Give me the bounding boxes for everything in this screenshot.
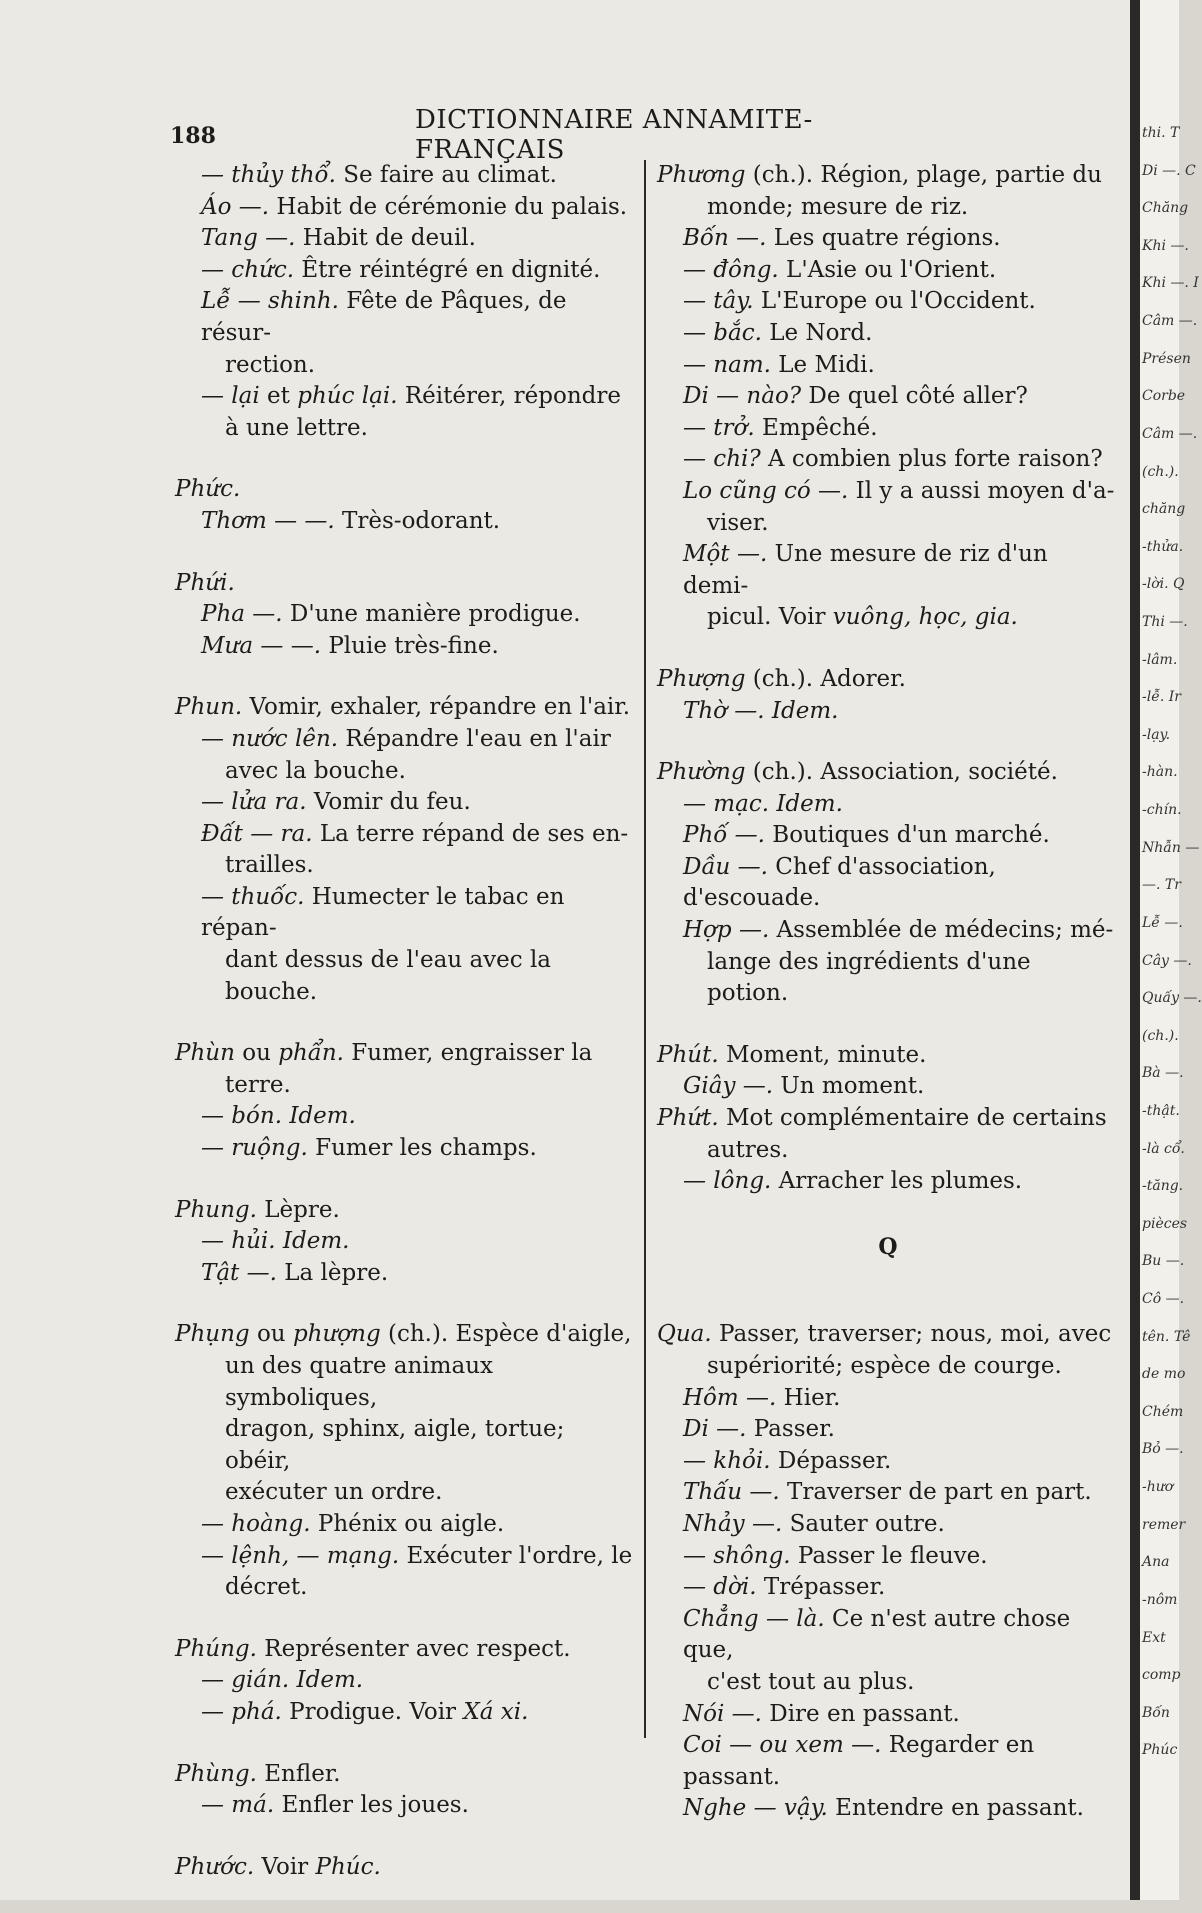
headword: Phun. bbox=[175, 694, 243, 721]
headword: Phường bbox=[657, 759, 746, 786]
sub-entry bbox=[657, 1541, 1119, 1573]
term: — lại bbox=[201, 383, 260, 410]
sub-entry bbox=[657, 223, 1119, 255]
headword-line bbox=[657, 1103, 1119, 1135]
headword-line bbox=[175, 1195, 635, 1227]
continuation: dragon, sphinx, aigle, tortue; obéir, bbox=[225, 1416, 565, 1474]
headword: Phứi. bbox=[175, 569, 235, 596]
definition: L'Asie ou l'Orient. bbox=[778, 256, 997, 283]
edge-fragment: Corbe bbox=[1142, 388, 1186, 404]
cross-reference: Xá xi. bbox=[463, 1698, 529, 1725]
edge-fragment: Bốn bbox=[1142, 1705, 1170, 1721]
definition: Habit de deuil. bbox=[295, 225, 476, 252]
edge-fragment: Bỏ —. bbox=[1142, 1441, 1184, 1457]
headword-line bbox=[657, 160, 1119, 192]
sub-entry bbox=[657, 1730, 1119, 1793]
definition: L'Europe ou l'Occident. bbox=[753, 288, 1036, 315]
sub-entry bbox=[657, 915, 1119, 947]
continuation: terre. bbox=[225, 1071, 291, 1098]
edge-fragment: -là cổ. bbox=[1142, 1141, 1185, 1157]
sub-entry bbox=[657, 1071, 1119, 1103]
sub-entry bbox=[175, 787, 635, 819]
edge-fragment: thi. T bbox=[1142, 125, 1180, 141]
definition: Dire en passant. bbox=[761, 1700, 960, 1727]
edge-fragment: Chém bbox=[1142, 1404, 1184, 1420]
definition: Dépasser. bbox=[770, 1447, 892, 1474]
entry-phuc-continued bbox=[175, 160, 635, 444]
edge-fragment: -hàn. bbox=[1142, 764, 1178, 780]
definition: Pluie très-fine. bbox=[321, 632, 499, 659]
edge-fragment: tên. Tê bbox=[1142, 1329, 1191, 1345]
edge-fragment: Ana bbox=[1142, 1554, 1170, 1570]
entry-phut-mot bbox=[657, 1103, 1119, 1198]
sub-entry bbox=[657, 1477, 1119, 1509]
edge-fragment: (ch.). bbox=[1142, 1028, 1179, 1044]
term: Di —. bbox=[683, 1416, 747, 1443]
definition: (ch.). Espèce d'aigle, bbox=[380, 1321, 632, 1348]
right-column bbox=[657, 160, 1119, 1855]
definition: Idem. bbox=[769, 790, 843, 817]
entry-phui bbox=[175, 568, 635, 663]
definition: Lèpre. bbox=[256, 1196, 340, 1223]
edge-fragment: Chăng bbox=[1142, 200, 1189, 216]
definition: Fête de Pâques, de résur- bbox=[201, 288, 567, 346]
sub-entry bbox=[657, 318, 1119, 350]
definition: Passer le fleuve. bbox=[790, 1542, 988, 1569]
sub-entry bbox=[657, 789, 1119, 821]
edge-fragment: -lời. Q bbox=[1142, 576, 1185, 592]
sub-entry bbox=[657, 696, 1119, 728]
term: — lông. bbox=[683, 1168, 772, 1195]
continuation: trailles. bbox=[225, 852, 314, 879]
sub-entry bbox=[657, 381, 1119, 413]
term: — hoàng. bbox=[201, 1510, 311, 1537]
definition: (ch.). Adorer. bbox=[745, 665, 906, 692]
continuation: dant dessus de l'eau avec la bouche. bbox=[225, 947, 552, 1005]
term: — nước lên. bbox=[201, 725, 339, 752]
definition: Passer, traverser; nous, moi, avec bbox=[711, 1321, 1112, 1348]
edge-fragment: -hươ bbox=[1142, 1479, 1174, 1495]
sub-entry bbox=[657, 1383, 1119, 1415]
definition: Très-odorant. bbox=[334, 507, 501, 534]
edge-fragment: Bà —. bbox=[1142, 1065, 1184, 1081]
headword-line bbox=[657, 1040, 1119, 1072]
sub-entry bbox=[175, 255, 635, 287]
headword: Qua. bbox=[657, 1321, 712, 1348]
term: Hợp —. bbox=[683, 917, 770, 944]
continuation: viser. bbox=[707, 509, 769, 536]
cross-reference: vuông, học, gia. bbox=[832, 604, 1018, 631]
definition: Mot complémentaire de certains bbox=[718, 1105, 1107, 1132]
sub-entry bbox=[175, 1541, 635, 1573]
headword-line bbox=[175, 1038, 635, 1070]
continuation: un des quatre animaux symboliques, bbox=[225, 1353, 493, 1411]
edge-fragment: —. Tr bbox=[1142, 877, 1181, 893]
term: — shông. bbox=[683, 1542, 791, 1569]
headword-line bbox=[657, 757, 1119, 789]
term: — tây. bbox=[683, 288, 754, 315]
entry-phun bbox=[175, 692, 635, 1008]
term: — gián. bbox=[201, 1667, 290, 1694]
continuation: autres. bbox=[707, 1136, 789, 1163]
sub-entry bbox=[657, 539, 1119, 602]
definition: Prodigue. Voir bbox=[281, 1698, 464, 1725]
headword-variant: phượng bbox=[292, 1321, 381, 1348]
term: Bốn —. bbox=[683, 225, 767, 252]
definition: Représenter avec respect. bbox=[256, 1635, 571, 1662]
definition: (ch.). Association, société. bbox=[745, 759, 1058, 786]
entry-phut bbox=[657, 1040, 1119, 1103]
term: — đông. bbox=[683, 256, 779, 283]
sub-entry bbox=[657, 1509, 1119, 1541]
sub-entry bbox=[657, 1572, 1119, 1604]
sub-entry bbox=[175, 599, 635, 631]
definition: Enfler. bbox=[256, 1760, 341, 1787]
sub-entry bbox=[657, 444, 1119, 476]
edge-fragment: -lâm. bbox=[1142, 652, 1178, 668]
headword: Phượng bbox=[657, 665, 746, 692]
headword-line bbox=[175, 692, 635, 724]
term: Thờ —. bbox=[683, 697, 765, 724]
term: — khỏi. bbox=[683, 1447, 771, 1474]
entry-phuong-adorer bbox=[657, 664, 1119, 727]
term: Lo cũng có —. bbox=[683, 477, 849, 504]
definition: Il y a aussi moyen d'a- bbox=[848, 477, 1115, 504]
sub-entry bbox=[175, 1226, 635, 1258]
definition: Vomir du feu. bbox=[306, 789, 471, 816]
term: Áo —. bbox=[201, 193, 270, 220]
definition: Exécuter l'ordre, le bbox=[399, 1542, 633, 1569]
continuation: supériorité; espèce de courge. bbox=[707, 1353, 1062, 1379]
term: — chức. bbox=[201, 256, 295, 283]
continuation: monde; mesure de riz. bbox=[707, 193, 969, 220]
continuation: rection. bbox=[225, 351, 316, 378]
continuation: c'est tout au plus. bbox=[707, 1668, 915, 1695]
edge-fragment: -nôm bbox=[1142, 1592, 1178, 1608]
definition: De quel côté aller? bbox=[801, 383, 1028, 410]
term: Thấu —. bbox=[683, 1479, 780, 1506]
entry-phuong-association bbox=[657, 757, 1119, 1010]
definition: Ce n'est autre chose que, bbox=[683, 1605, 1071, 1664]
edge-fragment: -tăng. bbox=[1142, 1178, 1184, 1194]
term: Dầu —. bbox=[683, 853, 768, 880]
term: — thủy thổ. bbox=[201, 162, 336, 188]
term: — phá. bbox=[201, 1698, 282, 1725]
headword-line bbox=[657, 664, 1119, 696]
term: Tang —. bbox=[201, 225, 296, 252]
entry-phung-aigle bbox=[175, 1319, 635, 1603]
definition: Se faire au climat. bbox=[335, 162, 557, 188]
term: — hủi. bbox=[201, 1228, 276, 1255]
edge-fragment: Khi —. bbox=[1142, 238, 1189, 254]
sub-entry bbox=[175, 506, 635, 538]
definition: A combien plus forte raison? bbox=[760, 446, 1103, 473]
definition: Chef d'association, d'escouade. bbox=[683, 853, 996, 912]
definition: Empêché. bbox=[754, 414, 878, 441]
definition: Entendre en passant. bbox=[827, 1795, 1084, 1822]
term: — trở. bbox=[683, 414, 755, 441]
headword: Phứt. bbox=[657, 1105, 719, 1132]
term: — lửa ra. bbox=[201, 789, 307, 816]
definition: Réitérer, répondre bbox=[397, 383, 621, 410]
term: Nhảy —. bbox=[683, 1510, 783, 1537]
definition: Un moment. bbox=[773, 1073, 925, 1100]
definition: Hier. bbox=[776, 1384, 841, 1411]
term: — lệnh, — mạng. bbox=[201, 1542, 400, 1569]
edge-fragment: Lễ —. bbox=[1142, 915, 1183, 931]
headword: Phương bbox=[657, 162, 746, 188]
definition: Passer. bbox=[746, 1416, 835, 1443]
entry-phun-fumer bbox=[175, 1038, 635, 1164]
term: Mưa — —. bbox=[201, 632, 322, 659]
edge-fragment: Phúc bbox=[1142, 1742, 1178, 1758]
column-divider bbox=[644, 160, 646, 1738]
entry-phung-enfler bbox=[175, 1759, 635, 1822]
sub-entry bbox=[175, 381, 635, 413]
edge-fragment: chăng bbox=[1142, 501, 1186, 517]
edge-fragment: Quấy —. bbox=[1142, 990, 1202, 1006]
definition: Le Nord. bbox=[761, 319, 873, 346]
edge-fragment: Thi —. bbox=[1142, 614, 1188, 630]
definition: Phénix ou aigle. bbox=[310, 1510, 505, 1537]
term: Coi — ou xem —. bbox=[683, 1732, 882, 1759]
sub-entry bbox=[657, 852, 1119, 915]
sub-entry bbox=[175, 286, 635, 349]
definition: Enfler les joues. bbox=[274, 1792, 469, 1819]
headword-line bbox=[175, 1759, 635, 1791]
sub-entry bbox=[657, 1446, 1119, 1478]
continuation: décret. bbox=[225, 1574, 308, 1601]
sub-entry bbox=[657, 1793, 1119, 1825]
definition: Arracher les plumes. bbox=[771, 1168, 1023, 1195]
sub-entry bbox=[175, 1509, 635, 1541]
sub-entry bbox=[175, 1697, 635, 1729]
entry-qua bbox=[657, 1319, 1119, 1825]
edge-fragment: Nhẫn — bbox=[1142, 840, 1200, 856]
edge-fragment: -thửa. bbox=[1142, 539, 1184, 555]
continuation: exécuter un ordre. bbox=[225, 1479, 443, 1506]
sub-entry bbox=[175, 819, 635, 851]
definition: Une mesure de riz d'un demi- bbox=[683, 541, 1048, 599]
entry-phung-lepre bbox=[175, 1195, 635, 1290]
continuation: lange des ingrédients d'une potion. bbox=[707, 948, 1031, 1007]
headword: Phúng. bbox=[175, 1635, 257, 1662]
edge-fragment: Présen bbox=[1142, 351, 1191, 367]
sub-entry bbox=[657, 1414, 1119, 1446]
headword-variant: phẩn. bbox=[278, 1040, 344, 1067]
definition: La terre répand de ses en- bbox=[312, 820, 629, 847]
term: Tật —. bbox=[201, 1259, 277, 1286]
definition: Vomir, exhaler, répandre en l'air. bbox=[242, 694, 631, 721]
sub-entry bbox=[657, 1699, 1119, 1731]
sub-entry bbox=[657, 286, 1119, 318]
definition: Être réintégré en dignité. bbox=[294, 256, 601, 283]
sub-entry bbox=[657, 350, 1119, 382]
definition: Sauter outre. bbox=[782, 1510, 945, 1537]
definition: Voir bbox=[254, 1853, 316, 1880]
definition: Répandre l'eau en l'air bbox=[338, 725, 611, 752]
definition: Traverser de part en part. bbox=[779, 1479, 1092, 1506]
definition: Fumer les champs. bbox=[307, 1135, 537, 1162]
entry-phuoc bbox=[175, 1852, 635, 1884]
definition: Assemblée de médecins; mé- bbox=[769, 917, 1114, 944]
sub-entry bbox=[175, 1133, 635, 1165]
headword-line bbox=[175, 1634, 635, 1666]
sub-entry bbox=[657, 820, 1119, 852]
term: Đất — ra. bbox=[201, 820, 313, 847]
definition: Boutiques d'un marché. bbox=[764, 822, 1050, 849]
headword: Phung. bbox=[175, 1196, 257, 1223]
headword-line bbox=[175, 1852, 635, 1884]
term: Giây —. bbox=[683, 1073, 774, 1100]
entry-phuong bbox=[657, 160, 1119, 634]
definition: D'une manière prodigue. bbox=[282, 601, 581, 628]
edge-fragment: -lễ. Ir bbox=[1142, 689, 1181, 705]
cross-reference: Phúc. bbox=[315, 1853, 381, 1880]
continuation: avec la bouche. bbox=[225, 757, 406, 784]
definition: Idem. bbox=[289, 1667, 364, 1694]
term: — thuốc. bbox=[201, 883, 305, 910]
sub-entry bbox=[175, 1101, 635, 1133]
page-number: 188 bbox=[170, 123, 216, 149]
sub-entry bbox=[657, 1604, 1119, 1667]
sub-entry bbox=[175, 223, 635, 255]
term: Nghe — vậy. bbox=[683, 1795, 828, 1822]
edge-fragment: Cô —. bbox=[1142, 1291, 1185, 1307]
definition: Idem. bbox=[282, 1103, 356, 1130]
term: — ruộng. bbox=[201, 1135, 308, 1162]
sub-entry bbox=[657, 476, 1119, 508]
edge-fragment: -lạy. bbox=[1142, 727, 1171, 743]
term: Một —. bbox=[683, 541, 768, 568]
term: Phố —. bbox=[683, 822, 765, 849]
edge-fragment: Khi —. I bbox=[1142, 275, 1199, 291]
page-header bbox=[170, 105, 870, 165]
edge-fragment: pièces bbox=[1142, 1216, 1188, 1232]
headword: Phức. bbox=[175, 476, 241, 503]
term: Nói —. bbox=[683, 1700, 762, 1727]
edge-fragment: -chín. bbox=[1142, 802, 1182, 818]
edge-fragment: (ch.). bbox=[1142, 464, 1179, 480]
edge-fragment: Ext bbox=[1142, 1630, 1166, 1646]
edge-fragment: Di —. C bbox=[1142, 163, 1196, 179]
sub-entry bbox=[175, 1665, 635, 1697]
definition: Moment, minute. bbox=[718, 1041, 927, 1068]
edge-fragment: Câm —. bbox=[1142, 426, 1198, 442]
headword: Phùn bbox=[175, 1040, 235, 1067]
term: — bắc. bbox=[683, 319, 762, 346]
headword-line bbox=[657, 1319, 1119, 1351]
definition: Trépasser. bbox=[756, 1574, 886, 1601]
headword: Phước. bbox=[175, 1853, 255, 1880]
term: — chi? bbox=[683, 446, 761, 473]
edge-fragment: Câm —. bbox=[1142, 313, 1198, 329]
left-column bbox=[175, 160, 635, 1913]
term: — má. bbox=[201, 1792, 275, 1819]
term: phúc lại. bbox=[297, 383, 398, 410]
term: — mạc. bbox=[683, 790, 770, 817]
sub-entry bbox=[175, 1790, 635, 1822]
sub-entry bbox=[175, 160, 635, 192]
headword: Phụng bbox=[175, 1321, 250, 1348]
section-letter: Q bbox=[878, 1233, 898, 1260]
definition: Idem. bbox=[275, 1228, 350, 1255]
entry-phung-represent bbox=[175, 1634, 635, 1729]
definition: Fumer, engraisser la bbox=[343, 1040, 593, 1067]
sub-entry bbox=[175, 724, 635, 756]
edge-fragment: comp bbox=[1142, 1667, 1181, 1683]
term: Di — nào? bbox=[683, 383, 802, 410]
sub-entry bbox=[175, 192, 635, 224]
sub-entry bbox=[175, 1258, 635, 1290]
definition: et bbox=[259, 383, 298, 410]
definition: La lèpre. bbox=[276, 1259, 389, 1286]
term: Chẳng — là. bbox=[683, 1605, 825, 1632]
next-page-edge bbox=[1140, 0, 1202, 1900]
edge-fragment: Cây —. bbox=[1142, 953, 1192, 969]
definition: (ch.). Région, plage, partie du bbox=[745, 162, 1102, 188]
continuation: à une lettre. bbox=[225, 414, 368, 441]
term: Hôm —. bbox=[683, 1384, 777, 1411]
sub-entry bbox=[175, 882, 635, 945]
headword: Phút. bbox=[657, 1041, 719, 1068]
term: — dời. bbox=[683, 1574, 757, 1601]
term: Thơm — —. bbox=[201, 507, 335, 534]
running-title: DICTIONNAIRE ANNAMITE-FRANÇAIS bbox=[415, 105, 813, 165]
definition: Les quatre régions. bbox=[766, 225, 1001, 252]
term: — bón. bbox=[201, 1103, 283, 1130]
edge-fragment: -thật. bbox=[1142, 1103, 1180, 1119]
sub-entry bbox=[657, 255, 1119, 287]
definition: picul. Voir bbox=[707, 604, 833, 631]
headword: Phùng. bbox=[175, 1760, 257, 1787]
term: Lễ — shinh. bbox=[201, 288, 339, 315]
sub-entry bbox=[657, 413, 1119, 445]
term: — nam. bbox=[683, 351, 771, 378]
edge-fragment: remer bbox=[1142, 1517, 1186, 1533]
edge-fragment: Bu —. bbox=[1142, 1253, 1185, 1269]
sub-entry bbox=[175, 631, 635, 663]
continuation bbox=[657, 602, 1119, 634]
definition: ou bbox=[234, 1040, 279, 1067]
definition: Humecter le tabac en répan- bbox=[201, 883, 565, 942]
definition: Le Midi. bbox=[770, 351, 875, 378]
headword-line bbox=[175, 1319, 635, 1351]
term: Pha —. bbox=[201, 601, 283, 628]
definition: ou bbox=[249, 1321, 293, 1348]
definition: Idem. bbox=[764, 697, 839, 724]
entry-phuc bbox=[175, 474, 635, 537]
sub-entry bbox=[657, 1166, 1119, 1198]
definition: Regarder en passant. bbox=[683, 1732, 1035, 1790]
edge-fragment: de mo bbox=[1142, 1366, 1186, 1382]
definition: Habit de cérémonie du palais. bbox=[269, 193, 628, 220]
